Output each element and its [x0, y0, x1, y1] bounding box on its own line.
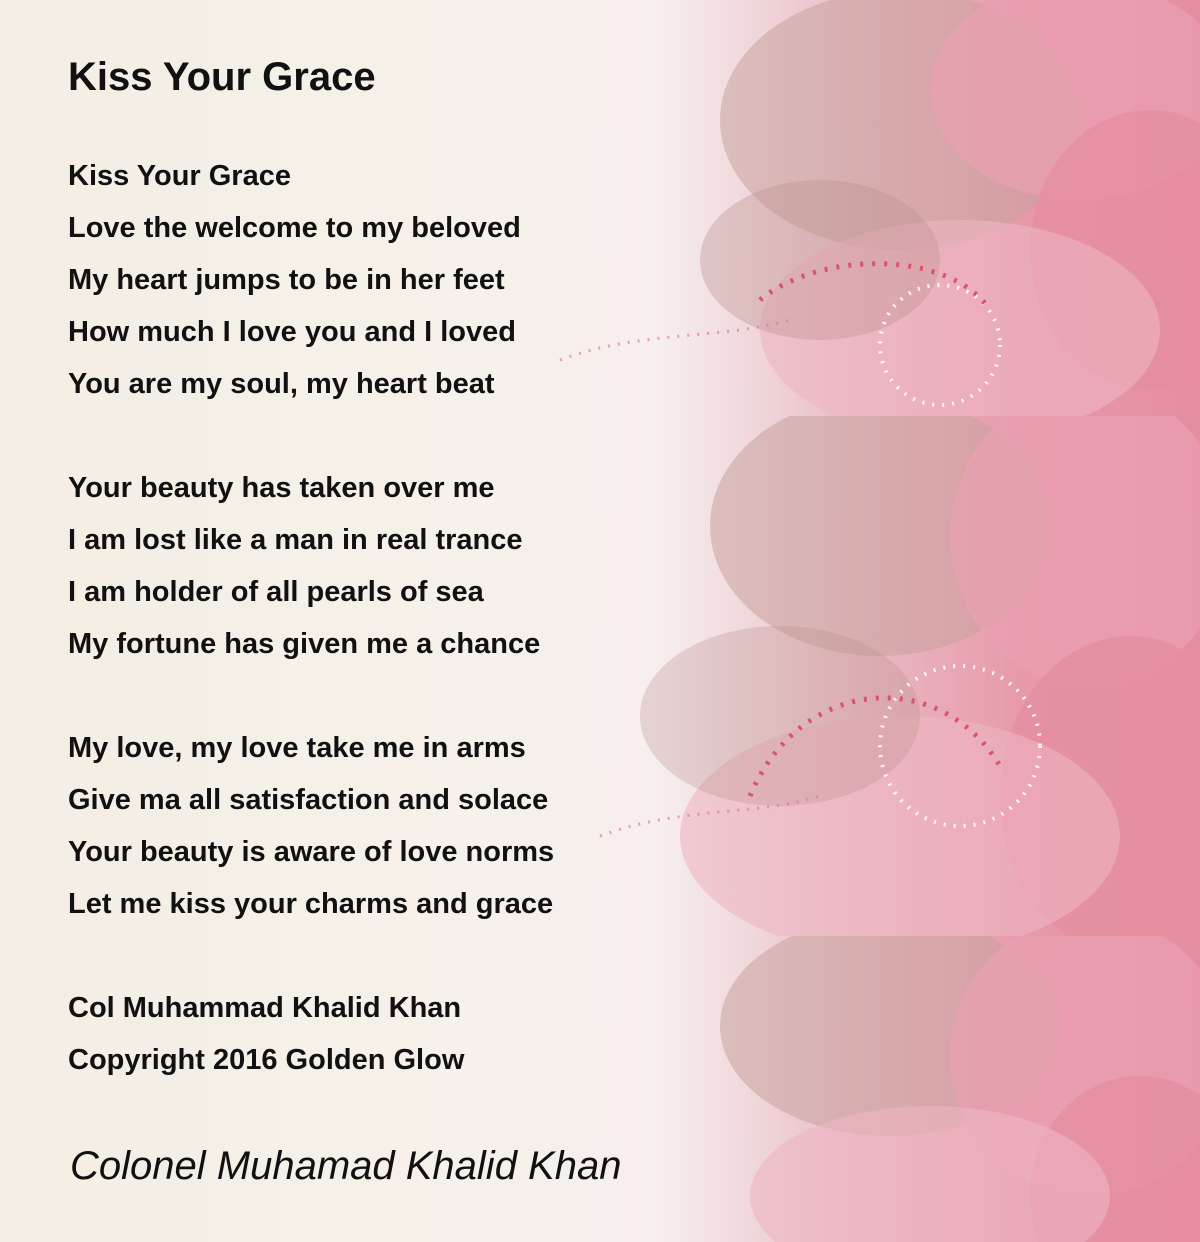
author-signature: Colonel Muhamad Khalid Khan — [70, 1144, 622, 1188]
poem-line: How much I love you and I loved — [68, 316, 516, 348]
poem-line: Let me kiss your charms and grace — [68, 888, 554, 920]
poem-stanza-2 — [68, 462, 540, 670]
poem-line: My love, my love take me in arms — [68, 732, 526, 764]
poem-line: You are my soul, my heart beat — [68, 368, 495, 400]
poem-line: Your beauty is aware of love norms — [68, 836, 555, 868]
poem-line: Kiss Your Grace — [68, 160, 291, 192]
poem-line: Love the welcome to my beloved — [68, 212, 521, 244]
poem-line: My fortune has given me a chance — [68, 628, 541, 660]
poem-line: Give ma all satisfaction and solace — [68, 784, 549, 816]
poem-stanza-1 — [68, 150, 521, 410]
poem-stanza-3 — [68, 722, 554, 930]
poem-line: My heart jumps to be in her feet — [68, 264, 505, 296]
poem-title: Kiss Your Grace — [68, 55, 376, 99]
copyright-notice: Copyright 2016 Golden Glow — [68, 1044, 465, 1076]
poem-line: Your beauty has taken over me — [68, 472, 495, 504]
author-name: Col Muhammad Khalid Khan — [68, 992, 462, 1024]
poem-line: I am holder of all pearls of sea — [68, 576, 484, 608]
poem-line: I am lost like a man in real trance — [68, 524, 523, 556]
poem-credits — [68, 982, 464, 1086]
